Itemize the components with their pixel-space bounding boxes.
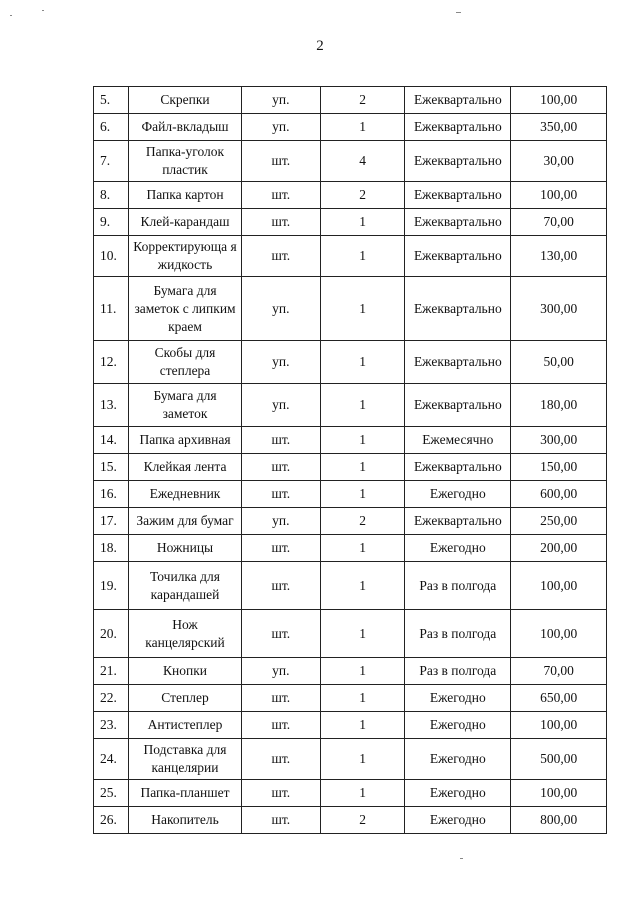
- row-number: 26.: [94, 807, 129, 834]
- row-number: 20.: [94, 610, 129, 658]
- item-unit: уп.: [241, 277, 320, 341]
- row-number: 18.: [94, 535, 129, 562]
- item-quantity: 1: [320, 739, 404, 780]
- table-row: [94, 685, 607, 712]
- row-number: 9.: [94, 209, 129, 236]
- item-price: 70,00: [511, 209, 607, 236]
- item-quantity: 1: [320, 427, 404, 454]
- table-row: [94, 427, 607, 454]
- item-quantity: 1: [320, 712, 404, 739]
- item-frequency: Ежеквартально: [405, 141, 511, 182]
- item-unit: уп.: [241, 658, 320, 685]
- item-quantity: 1: [320, 454, 404, 481]
- item-frequency: Ежегодно: [405, 685, 511, 712]
- item-price: 300,00: [511, 277, 607, 341]
- item-name: Ножницы: [129, 535, 241, 562]
- item-quantity: 1: [320, 114, 404, 141]
- item-name: Папка архивная: [129, 427, 241, 454]
- table-row: [94, 807, 607, 834]
- item-name: Точилка для карандашей: [129, 562, 241, 610]
- item-frequency: Ежегодно: [405, 535, 511, 562]
- item-unit: уп.: [241, 87, 320, 114]
- item-name: Бумага для заметок: [129, 384, 241, 427]
- item-quantity: 1: [320, 685, 404, 712]
- item-price: 600,00: [511, 481, 607, 508]
- table-row: [94, 562, 607, 610]
- item-unit: шт.: [241, 454, 320, 481]
- scan-speck: [10, 15, 12, 16]
- item-unit: шт.: [241, 807, 320, 834]
- item-frequency: Ежеквартально: [405, 182, 511, 209]
- item-unit: шт.: [241, 481, 320, 508]
- row-number: 23.: [94, 712, 129, 739]
- row-number: 13.: [94, 384, 129, 427]
- item-frequency: Ежегодно: [405, 481, 511, 508]
- item-quantity: 1: [320, 610, 404, 658]
- row-number: 6.: [94, 114, 129, 141]
- table-row: [94, 114, 607, 141]
- table-row: [94, 535, 607, 562]
- row-number: 15.: [94, 454, 129, 481]
- item-quantity: 1: [320, 341, 404, 384]
- item-frequency: Ежеквартально: [405, 508, 511, 535]
- item-price: 300,00: [511, 427, 607, 454]
- item-quantity: 1: [320, 277, 404, 341]
- item-quantity: 2: [320, 182, 404, 209]
- item-name: Бумага для заметок с липким краем: [129, 277, 241, 341]
- item-name: Корректирующа я жидкость: [129, 236, 241, 277]
- table-row: [94, 712, 607, 739]
- row-number: 19.: [94, 562, 129, 610]
- item-quantity: 1: [320, 236, 404, 277]
- item-price: 100,00: [511, 780, 607, 807]
- item-unit: шт.: [241, 739, 320, 780]
- item-unit: шт.: [241, 685, 320, 712]
- table-row: [94, 780, 607, 807]
- table-row: [94, 658, 607, 685]
- item-quantity: 2: [320, 508, 404, 535]
- item-price: 100,00: [511, 562, 607, 610]
- row-number: 24.: [94, 739, 129, 780]
- item-unit: шт.: [241, 236, 320, 277]
- item-price: 100,00: [511, 610, 607, 658]
- item-quantity: 1: [320, 384, 404, 427]
- item-unit: шт.: [241, 209, 320, 236]
- item-name: Степлер: [129, 685, 241, 712]
- item-frequency: Раз в полгода: [405, 658, 511, 685]
- row-number: 22.: [94, 685, 129, 712]
- item-name: Клей-карандаш: [129, 209, 241, 236]
- item-price: 100,00: [511, 182, 607, 209]
- row-number: 8.: [94, 182, 129, 209]
- item-frequency: Ежеквартально: [405, 209, 511, 236]
- item-quantity: 1: [320, 658, 404, 685]
- item-price: 650,00: [511, 685, 607, 712]
- item-price: 800,00: [511, 807, 607, 834]
- row-number: 21.: [94, 658, 129, 685]
- row-number: 5.: [94, 87, 129, 114]
- table-row: [94, 341, 607, 384]
- items-table-body: [94, 87, 607, 834]
- item-price: 100,00: [511, 712, 607, 739]
- row-number: 17.: [94, 508, 129, 535]
- item-unit: уп.: [241, 341, 320, 384]
- item-unit: уп.: [241, 384, 320, 427]
- item-frequency: Ежеквартально: [405, 277, 511, 341]
- table-row: [94, 236, 607, 277]
- row-number: 10.: [94, 236, 129, 277]
- item-price: 180,00: [511, 384, 607, 427]
- item-name: Папка-планшет: [129, 780, 241, 807]
- item-name: Подставка для канцелярии: [129, 739, 241, 780]
- item-name: Накопитель: [129, 807, 241, 834]
- item-name: Скобы для степлера: [129, 341, 241, 384]
- item-price: 30,00: [511, 141, 607, 182]
- item-unit: уп.: [241, 114, 320, 141]
- item-price: 50,00: [511, 341, 607, 384]
- scan-speck: [456, 12, 461, 13]
- table-row: [94, 384, 607, 427]
- item-name: Скрепки: [129, 87, 241, 114]
- item-frequency: Ежеквартально: [405, 114, 511, 141]
- item-frequency: Раз в полгода: [405, 562, 511, 610]
- item-quantity: 1: [320, 535, 404, 562]
- item-price: 130,00: [511, 236, 607, 277]
- item-quantity: 2: [320, 807, 404, 834]
- table-row: [94, 508, 607, 535]
- page-number: 2: [316, 38, 324, 54]
- item-frequency: Ежеквартально: [405, 454, 511, 481]
- item-frequency: Ежеквартально: [405, 87, 511, 114]
- item-price: 70,00: [511, 658, 607, 685]
- table-row: [94, 454, 607, 481]
- item-unit: уп.: [241, 508, 320, 535]
- item-frequency: Ежемесячно: [405, 427, 511, 454]
- table-row: [94, 739, 607, 780]
- item-price: 250,00: [511, 508, 607, 535]
- items-table: [93, 86, 607, 834]
- table-row: [94, 209, 607, 236]
- item-quantity: 2: [320, 87, 404, 114]
- item-quantity: 4: [320, 141, 404, 182]
- item-unit: шт.: [241, 610, 320, 658]
- table-row: [94, 182, 607, 209]
- item-name: Папка картон: [129, 182, 241, 209]
- item-frequency: Ежегодно: [405, 739, 511, 780]
- item-name: Клейкая лента: [129, 454, 241, 481]
- item-frequency: Ежегодно: [405, 712, 511, 739]
- item-name: Зажим для бумаг: [129, 508, 241, 535]
- item-unit: шт.: [241, 562, 320, 610]
- item-name: Папка-уголок пластик: [129, 141, 241, 182]
- item-price: 200,00: [511, 535, 607, 562]
- table-row: [94, 481, 607, 508]
- item-frequency: Ежегодно: [405, 807, 511, 834]
- item-unit: шт.: [241, 141, 320, 182]
- item-unit: шт.: [241, 182, 320, 209]
- row-number: 14.: [94, 427, 129, 454]
- table-row: [94, 277, 607, 341]
- row-number: 16.: [94, 481, 129, 508]
- item-frequency: Ежегодно: [405, 780, 511, 807]
- item-frequency: Ежеквартально: [405, 236, 511, 277]
- item-frequency: Ежеквартально: [405, 384, 511, 427]
- item-quantity: 1: [320, 209, 404, 236]
- item-quantity: 1: [320, 780, 404, 807]
- row-number: 7.: [94, 141, 129, 182]
- item-unit: шт.: [241, 712, 320, 739]
- item-unit: шт.: [241, 535, 320, 562]
- item-name: Нож канцелярский: [129, 610, 241, 658]
- row-number: 12.: [94, 341, 129, 384]
- row-number: 25.: [94, 780, 129, 807]
- item-quantity: 1: [320, 562, 404, 610]
- item-frequency: Ежеквартально: [405, 341, 511, 384]
- scan-speck: [42, 10, 44, 11]
- table-row: [94, 610, 607, 658]
- item-price: 150,00: [511, 454, 607, 481]
- scan-speck: [460, 858, 463, 859]
- item-frequency: Раз в полгода: [405, 610, 511, 658]
- item-price: 500,00: [511, 739, 607, 780]
- item-name: Антистеплер: [129, 712, 241, 739]
- item-price: 350,00: [511, 114, 607, 141]
- item-unit: шт.: [241, 427, 320, 454]
- item-name: Кнопки: [129, 658, 241, 685]
- item-quantity: 1: [320, 481, 404, 508]
- item-unit: шт.: [241, 780, 320, 807]
- table-row: [94, 141, 607, 182]
- table-row: [94, 87, 607, 114]
- row-number: 11.: [94, 277, 129, 341]
- item-name: Ежедневник: [129, 481, 241, 508]
- item-name: Файл-вкладыш: [129, 114, 241, 141]
- item-price: 100,00: [511, 87, 607, 114]
